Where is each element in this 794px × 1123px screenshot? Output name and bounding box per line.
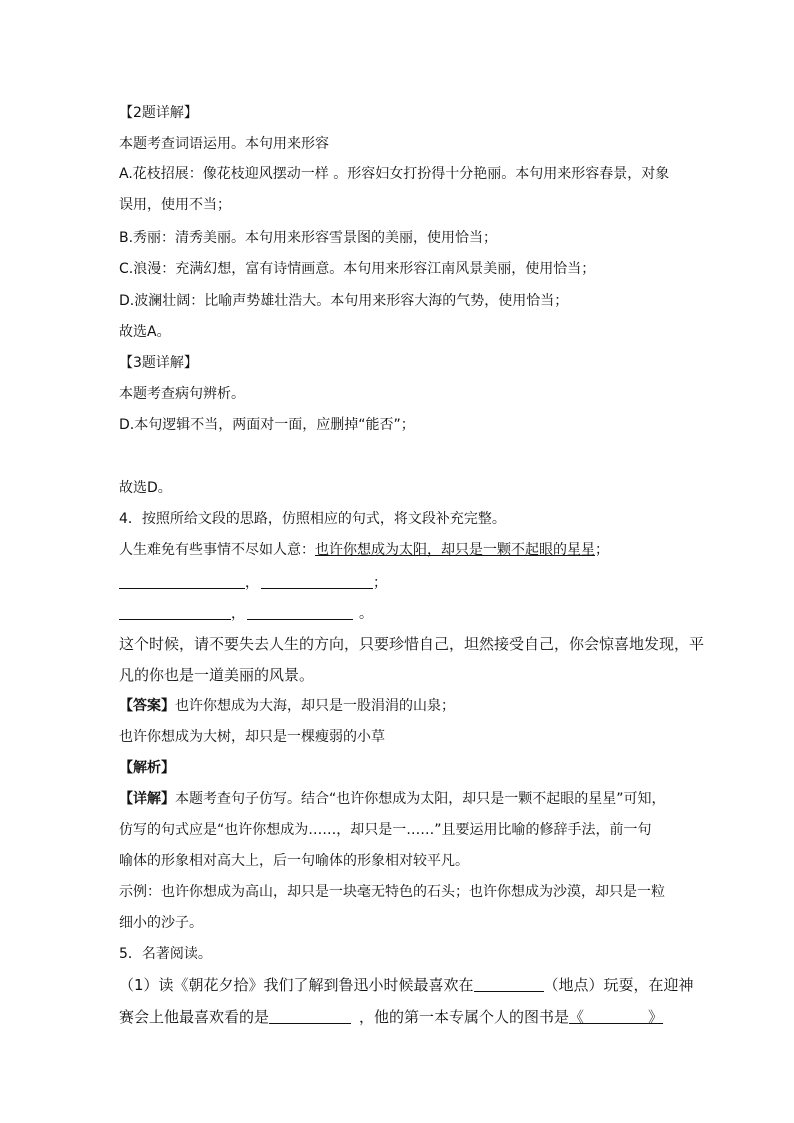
- q3-answer: 故选D。: [119, 480, 172, 496]
- q4-analysis-label: 【解析】: [119, 760, 175, 776]
- q2-header: 【2题详解】: [119, 105, 198, 121]
- q5-stem: 5．名著阅读。: [119, 946, 212, 962]
- q4-answer-line2: 也许你想成为大树，却只是一棵瘦弱的小草: [119, 729, 385, 745]
- q4-given-sentence: 也许你想成为太阳，却只是一颗不起眼的星星: [315, 542, 595, 558]
- fill-blank[interactable]: [584, 1007, 648, 1024]
- q4-detail-line1: [119, 789, 666, 809]
- q4-blank-line2: [119, 603, 373, 624]
- q4-detail-label: 【详解】: [119, 791, 175, 807]
- q4-answer-line1: [119, 696, 455, 716]
- fill-blank[interactable]: [119, 572, 245, 589]
- q5-part1-text-a: （1）读《朝花夕拾》我们了解到鲁迅小时候最喜欢在: [119, 976, 474, 994]
- q3-header: 【3题详解】: [119, 355, 198, 371]
- q4-answer-1: 也许你想成为大海，却只是一股涓涓的山泉；: [175, 698, 455, 714]
- q4-semicolon: ；: [373, 575, 387, 591]
- fill-blank[interactable]: [119, 603, 231, 620]
- q4-comma-1: ，: [245, 575, 259, 591]
- q3-option-d: D.本句逻辑不当，两面对一面，应删掉“能否”；: [119, 417, 415, 433]
- q5-part1-line1: [119, 975, 694, 995]
- q2-option-a-line1: A.花枝招展：像花枝迎风摆动一样 。形容妇女打扮得十分艳丽。本句用来形容春景，对象: [119, 166, 670, 182]
- fill-blank[interactable]: [247, 603, 353, 620]
- q5-part1-text-c: 赛会上他最喜欢看的是: [119, 1008, 270, 1026]
- fill-blank[interactable]: [261, 572, 373, 589]
- q2-option-a-line2: 误用，使用不当；: [119, 197, 231, 213]
- q2-answer: 故选A。: [119, 324, 171, 340]
- q3-intro: 本题考查病句辨析。: [119, 386, 245, 402]
- q4-detail-line2: 仿写的句式应是“也许你想成为……，却只是一……”且要运用比喻的修辞手法，前一句: [119, 822, 652, 838]
- q4-stem: 4．按照所给文段的思路，仿照相应的句式，将文段补充完整。: [119, 511, 506, 527]
- q4-answer-label: 【答案】: [119, 698, 175, 714]
- fill-blank[interactable]: [269, 1007, 351, 1024]
- q5-book-open: 《: [569, 1008, 585, 1026]
- q5-part1-line2: [119, 1007, 663, 1027]
- q4-prompt-line: [119, 540, 609, 560]
- fill-blank[interactable]: [474, 975, 544, 992]
- q2-option-c: C.浪漫：充满幻想，富有诗情画意。本句用来形容江南风景美丽，使用恰当；: [119, 261, 596, 277]
- q4-example-line1: 示例：也许你想成为高山，却只是一块毫无特色的石头；也许你想成为沙漠，却只是一粒: [119, 884, 665, 900]
- q5-book-close: 》: [648, 1008, 664, 1026]
- q4-prompt: 人生难免有些事情不尽如人意：: [119, 542, 315, 558]
- q5-part1-text-d: ，他的第一本专属个人的图书是: [359, 1008, 570, 1026]
- q4-detail-line3: 喻体的形象相对高大上，后一句喻体的形象相对较平凡。: [119, 853, 469, 869]
- q4-period: 。: [359, 606, 373, 622]
- q4-tail-line1: 这个时候，请不要失去人生的方向，只要珍惜自己，坦然接受自己，你会惊喜地发现，平: [119, 635, 705, 653]
- q2-option-b: B.秀丽：清秀美丽。本句用来形容雪景图的美丽，使用恰当；: [119, 230, 498, 246]
- q2-option-d: D.波澜壮阔：比喻声势雄壮浩大。本句用来形容大海的气势，使用恰当；: [119, 293, 569, 309]
- q2-intro: 本题考查词语运用。本句用来形容: [119, 136, 329, 152]
- q4-blank-line1: [119, 572, 387, 593]
- q4-example-line2: 细小的沙子。: [119, 915, 203, 931]
- q4-detail-1: 本题考查句子仿写。结合“也许你想成为太阳，却只是一颗不起眼的星星”可知，: [175, 791, 666, 807]
- q4-comma-2: ，: [231, 606, 245, 622]
- q4-given-end: ；: [595, 542, 609, 558]
- q4-tail-line2: 凡的你也是一道美丽的风景。: [119, 666, 315, 684]
- q5-part1-text-b: （地点）玩耍，在迎神: [543, 976, 694, 994]
